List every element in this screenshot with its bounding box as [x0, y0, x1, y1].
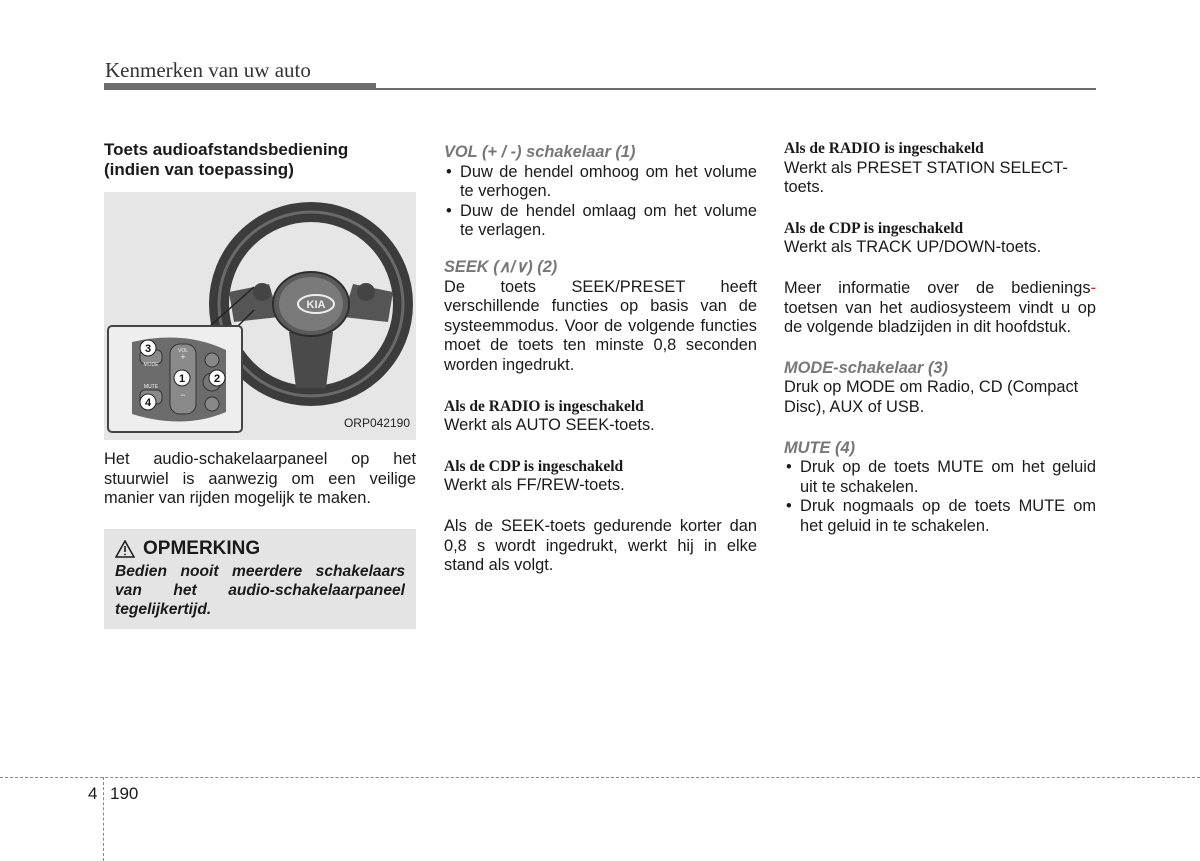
- right-column: [784, 139, 1096, 537]
- mute-heading: MUTE (4): [784, 438, 856, 457]
- warning-triangle-icon: [115, 540, 135, 558]
- radio-text: Werkt als AUTO SEEK-toets.: [444, 416, 655, 435]
- more-info-hyphen: -: [1090, 278, 1096, 297]
- seek-text: De toets SEEK/PRESET heeft verschillende functies op basis van de systeemmodus. Voor de volgende functies moet de toets ten minste 0,8 seconden worden ingedrukt.: [444, 277, 757, 374]
- list-item: • Druk nogmaals op de toets MUTE om het geluid in te schakelen.: [784, 497, 1096, 536]
- list-item: • Duw de hendel omhoog om het volume te verhogen.: [444, 163, 757, 202]
- steering-wheel-figure: [104, 192, 416, 440]
- list-item: • Duw de hendel omlaag om het volume te verlagen.: [444, 202, 757, 241]
- figure-code: ORP042190: [343, 416, 410, 431]
- intro-text: Het audio-schakelaarpaneel op het stuurwiel is aanwezig om een veilige manier van rijden mogelijk te maken.: [104, 450, 416, 508]
- seek-down-icon: ∨: [515, 257, 528, 276]
- note-text: Bedien nooit meerdere schakelaars van het audio-schakelaarpaneel tegelijkertijd.: [115, 563, 405, 619]
- radio-heading: Als de RADIO is ingeschakeld: [784, 140, 984, 157]
- cdp-text: Werkt als FF/REW-toets.: [444, 476, 625, 495]
- mode-label: MODE: [143, 362, 159, 368]
- section-title-line1: Toets audioafstandsbediening: [104, 140, 349, 159]
- header-rule-thick: [104, 83, 376, 90]
- callout-1: 1: [178, 373, 186, 385]
- callout-2: 2: [213, 373, 221, 385]
- mode-heading: MODE-schakelaar (3): [784, 358, 948, 377]
- vol-plus-label: +: [180, 352, 186, 362]
- vol-label: VOL: [177, 348, 189, 354]
- kia-logo: KIA: [306, 299, 326, 311]
- more-info-text: [784, 279, 1096, 338]
- vol-bullets: [444, 163, 757, 241]
- vol-minus-label: −: [180, 390, 186, 400]
- note-title-row: [115, 539, 405, 559]
- footer-vertical-dashed-rule: [103, 777, 104, 861]
- radio-text: Werkt als PRESET STATION SELECT-toets.: [784, 158, 1068, 197]
- note-box: [104, 529, 416, 630]
- vol-heading: VOL (+ / -) schakelaar (1): [444, 143, 636, 161]
- page-number: 190: [110, 784, 139, 803]
- chapter-number: 4: [88, 784, 98, 803]
- more-info-part1: Meer informatie over de bedienings: [784, 278, 1091, 297]
- seek-heading-pre: SEEK (: [444, 257, 499, 276]
- mute-bullets: [784, 458, 1096, 536]
- short-press-text: Als de SEEK-toets gedurende korter dan 0,8 s wordt ingedrukt, werkt hij in elke stand als volgt.: [444, 516, 757, 575]
- footer-dashed-rule: [0, 777, 1200, 778]
- cdp-heading: Als de CDP is ingeschakeld: [784, 219, 964, 237]
- middle-column: [444, 143, 757, 576]
- list-item: • Druk op de toets MUTE om het geluid uit te schakelen.: [784, 458, 1096, 497]
- note-title: OPMERKING: [143, 537, 261, 559]
- left-column: [104, 140, 416, 629]
- seek-up-icon: ∧: [498, 257, 511, 276]
- header-rule-thin: [376, 88, 1096, 90]
- section-title-line2: (indien van toepassing): [104, 160, 294, 179]
- seek-heading-post: ) (2): [527, 257, 558, 276]
- seek-heading-sep: /: [510, 257, 516, 276]
- mode-text: Druk op MODE om Radio, CD (Compact Disc), AUX of USB.: [784, 378, 1079, 416]
- callout-4: 4: [144, 397, 152, 409]
- callout-3: 3: [144, 343, 152, 355]
- cdp-text: Werkt als TRACK UP/DOWN-toets.: [784, 238, 1042, 257]
- seek-heading: [444, 258, 757, 278]
- section-title: [104, 140, 416, 180]
- radio-heading: Als de RADIO is ingeschakeld: [444, 397, 644, 415]
- steering-wheel-illustration: [104, 192, 416, 440]
- more-info-part2: toetsen van het audiosysteem vindt u op de volgende bladzijden in dit hoofdstuk.: [784, 298, 1096, 337]
- cdp-heading: Als de CDP is ingeschakeld: [444, 457, 624, 475]
- page-header-title: Kenmerken van uw auto: [105, 58, 311, 82]
- mute-label: MUTE: [143, 384, 159, 390]
